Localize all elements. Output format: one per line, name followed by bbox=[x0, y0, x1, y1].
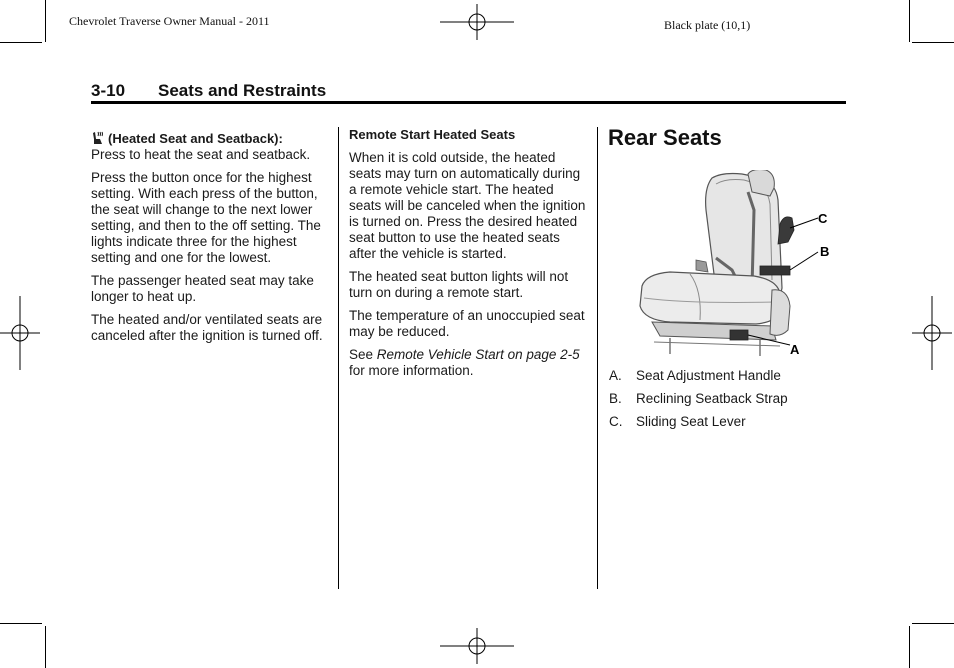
legend-item bbox=[609, 364, 788, 387]
column-divider bbox=[597, 127, 598, 589]
callout-a: A bbox=[790, 342, 800, 357]
crop-mark bbox=[909, 626, 910, 668]
paragraph: The temperature of an unoccupied seat may be reduced. bbox=[349, 308, 585, 339]
plate-label: Black plate (10,1) bbox=[664, 18, 751, 32]
paragraph bbox=[91, 131, 331, 163]
paragraph bbox=[349, 347, 587, 379]
callout-b: B bbox=[820, 244, 830, 259]
cross-reference-link[interactable]: Remote Vehicle Start on page 2-5 bbox=[376, 347, 580, 362]
heated-seat-desc: Press to heat the seat and seatback. bbox=[91, 147, 311, 162]
section-heading bbox=[91, 81, 326, 101]
manual-title: Chevrolet Traverse Owner Manual - 2011 bbox=[69, 14, 270, 28]
registration-mark-bottom bbox=[440, 626, 514, 666]
legend-text: Reclining Seatback Strap bbox=[636, 391, 788, 406]
column-remote-start bbox=[349, 127, 587, 386]
see-prefix: See bbox=[349, 347, 377, 362]
heated-seat-heading: (Heated Seat and Seatback): bbox=[108, 131, 283, 146]
paragraph: Press the button once for the highest setting. With each press of the button, the seat will change to the next lower setting, and then to the off setting. The lights indicate three for the highest setting and one for the lowest. bbox=[91, 170, 321, 265]
heated-seat-icon bbox=[91, 131, 105, 145]
rear-seats-title: Rear Seats bbox=[608, 125, 722, 150]
page-number: 3-10 bbox=[91, 81, 126, 100]
crop-mark bbox=[45, 626, 46, 668]
crop-mark bbox=[0, 623, 42, 624]
column-heated-seats bbox=[91, 131, 331, 351]
crop-mark bbox=[912, 42, 954, 43]
registration-mark-right bbox=[912, 296, 952, 370]
legend-item bbox=[609, 387, 788, 410]
registration-mark-left bbox=[0, 296, 40, 370]
legend-letter: B. bbox=[609, 391, 622, 406]
legend-letter: C. bbox=[609, 414, 623, 429]
crop-mark bbox=[909, 0, 910, 42]
paragraph: The heated seat button lights will not turn on during a remote start. bbox=[349, 269, 569, 300]
legend-text: Sliding Seat Lever bbox=[636, 414, 746, 429]
crop-mark bbox=[45, 0, 46, 42]
rear-seat-illustration bbox=[630, 170, 840, 360]
heading-rule bbox=[91, 101, 846, 104]
legend-letter: A. bbox=[609, 368, 622, 383]
remote-start-heading: Remote Start Heated Seats bbox=[349, 127, 516, 142]
registration-mark-top bbox=[440, 2, 514, 42]
paragraph: When it is cold outside, the heated seats may turn on automatically during a remote vehicle start. The heated seats will be canceled when the ignition is turned on. Press the desired heated seat button to use the heated seats after the vehicle is started. bbox=[349, 150, 586, 261]
paragraph: The passenger heated seat may take longer to heat up. bbox=[91, 273, 314, 304]
crop-mark bbox=[912, 623, 954, 624]
see-suffix: for more information. bbox=[349, 363, 474, 378]
paragraph: The heated and/or ventilated seats are canceled after the ignition is turned off. bbox=[91, 312, 323, 343]
callout-c: C bbox=[818, 211, 828, 226]
legend-text: Seat Adjustment Handle bbox=[636, 368, 781, 383]
figure-legend bbox=[609, 364, 788, 433]
crop-mark bbox=[0, 42, 42, 43]
section-title: Seats and Restraints bbox=[158, 81, 327, 100]
column-divider bbox=[338, 127, 339, 589]
legend-item bbox=[609, 410, 788, 433]
